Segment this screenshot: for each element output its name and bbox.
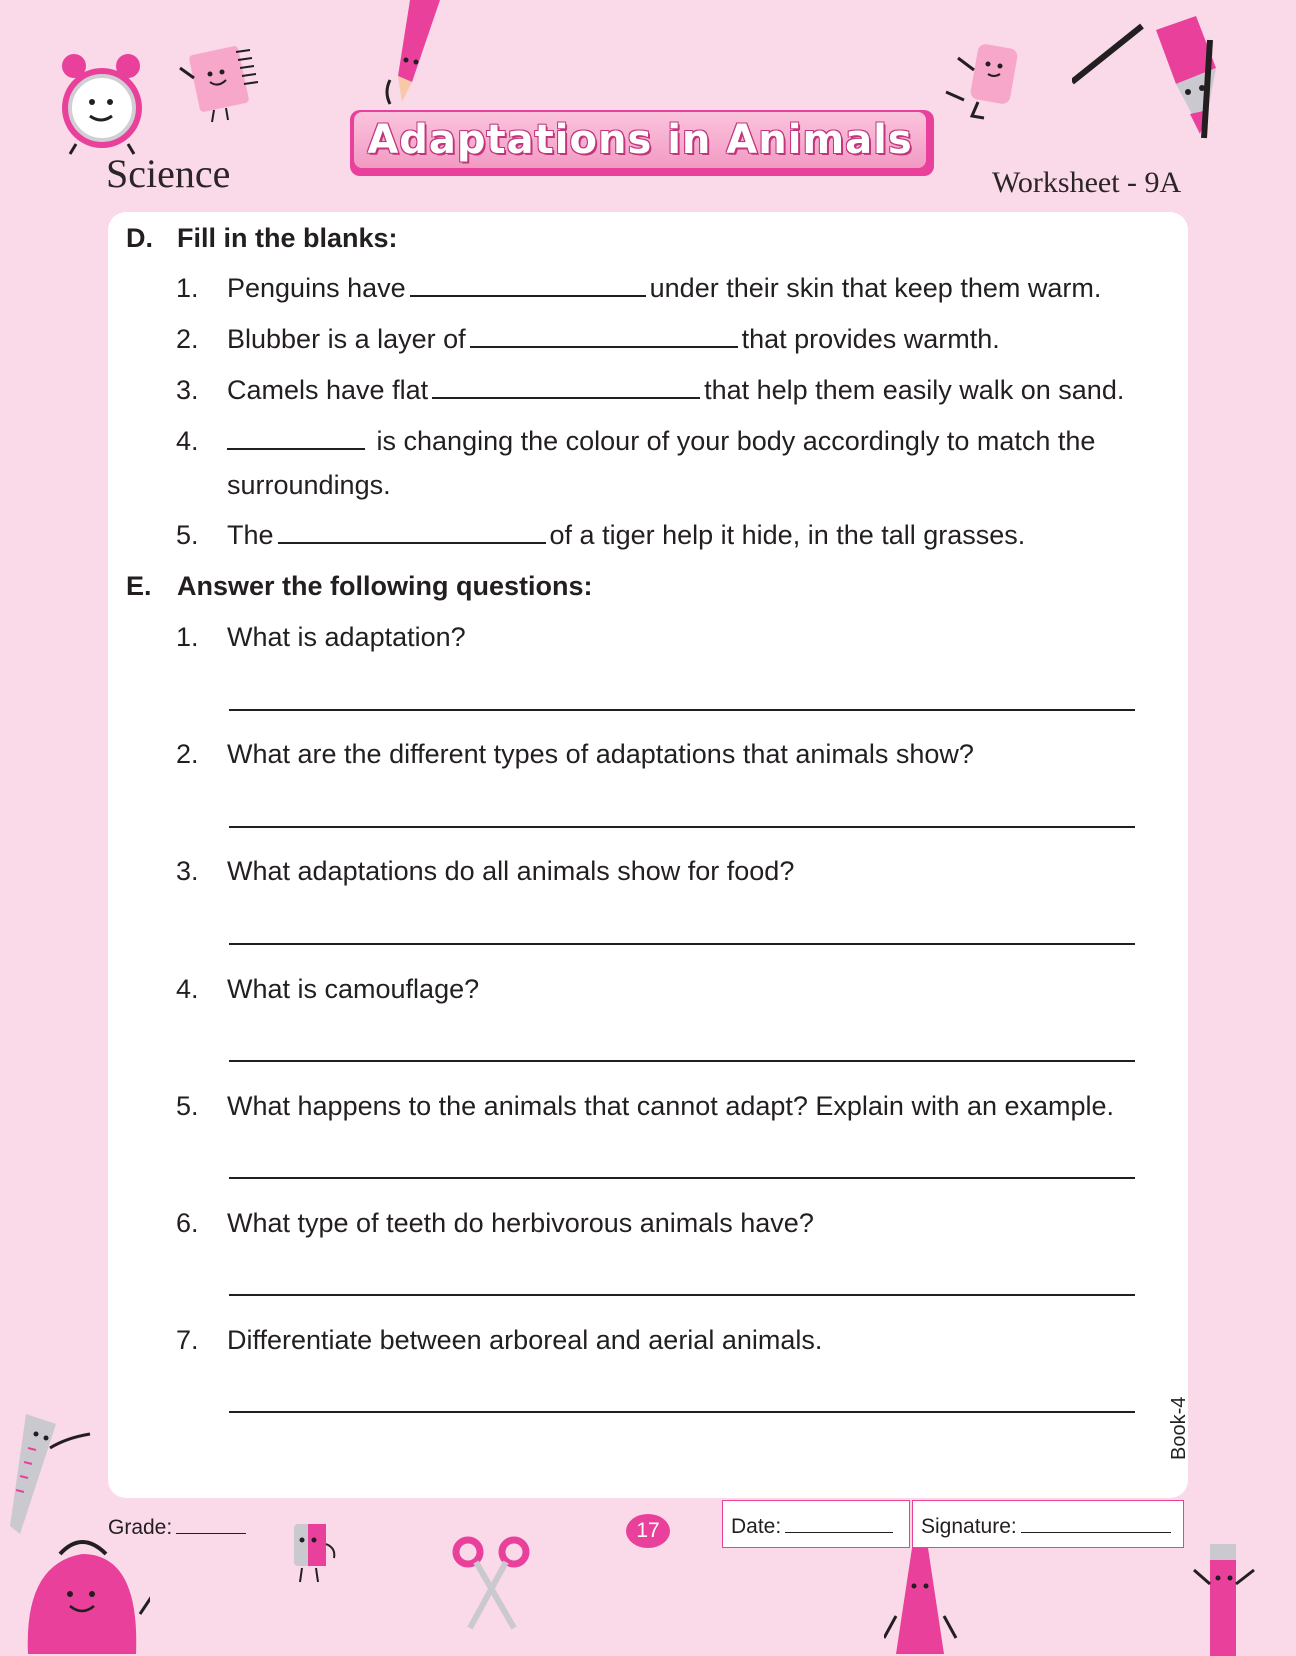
fill-item-number: 5. [176,520,199,550]
book-label: Book-4 [1168,1396,1190,1460]
fill-item-number: 4. [176,426,199,456]
fill-item [227,426,1095,457]
signature-blank[interactable] [1021,1516,1171,1533]
backpack-icon [20,1524,150,1656]
fill-item [227,273,1101,304]
fill-item-text: Camels have flat [227,375,429,405]
date-blank[interactable] [785,1516,893,1533]
fill-item [227,375,1124,406]
answer-line[interactable] [229,1294,1135,1296]
fill-item-text: The [227,520,274,550]
notepad-icon [178,44,262,124]
pencil-sharpener-icon [284,1520,344,1590]
fill-item-text: of a tiger help it hide, in the tall grasses. [549,520,1026,550]
crayon-icon [884,1546,964,1656]
fill-item-continuation: surroundings. [227,470,391,500]
grade-blank[interactable] [176,1517,246,1534]
fill-item-text: Blubber is a layer of [227,324,466,354]
section-d-letter: D. [126,223,153,253]
page-title: Adaptations in Animals [367,117,913,163]
signature-label: Signature: [921,1515,1017,1538]
blank-line[interactable] [278,520,546,544]
blank-line[interactable] [470,324,738,348]
question-text: What is camouflage? [227,974,480,1004]
pencil-icon [380,0,450,110]
question-text: Differentiate between arboreal and aerial animals. [227,1325,823,1355]
fill-item-text: Penguins have [227,273,406,303]
fill-item-text: under their skin that keep them warm. [649,273,1102,303]
fill-item-text: is changing the colour of your body accordingly to match the [376,426,1096,456]
fill-item [227,520,1025,551]
grade-field [108,1516,250,1540]
pencil-icon [1190,1534,1260,1656]
answer-line[interactable] [229,1411,1135,1413]
question-number: 5. [176,1091,199,1121]
blank-line[interactable] [410,273,646,297]
fill-item [227,324,1000,355]
subject-label: Science [106,151,231,196]
section-e-title: Answer the following questions: [177,571,593,601]
title-banner-inner [354,112,926,168]
question-number: 1. [176,622,199,652]
fill-item-text: that help them easily walk on sand. [704,375,1125,405]
question-text: What type of teeth do herbivorous animals have? [227,1208,814,1238]
blank-line[interactable] [432,375,700,399]
fill-item-text: that provides warmth. [741,324,1000,354]
date-label: Date: [731,1515,782,1538]
signature-field [921,1515,1175,1539]
question-number: 2. [176,739,199,769]
section-e-letter: E. [126,571,152,601]
pencil-sharpener-icon [1072,10,1232,140]
blank-line[interactable] [227,426,365,450]
date-box [722,1500,910,1548]
answer-line[interactable] [229,1177,1135,1179]
eraser-icon [944,40,1030,120]
title-banner [350,110,934,176]
alarm-clock-icon [56,44,156,156]
answer-line[interactable] [229,1060,1135,1062]
answer-line[interactable] [229,709,1135,711]
fill-item-number: 3. [176,375,199,405]
question-number: 3. [176,856,199,886]
answer-line[interactable] [229,826,1135,828]
section-d-title: Fill in the blanks: [177,223,398,253]
page-number-badge: 17 [626,1514,670,1548]
question-number: 4. [176,974,199,1004]
question-text: What happens to the animals that cannot adapt? Explain with an example. [227,1091,1115,1121]
question-text: What are the different types of adaptations that animals show? [227,739,974,769]
fill-item-number: 1. [176,273,199,303]
signature-box [912,1500,1184,1548]
fill-item-number: 2. [176,324,199,354]
answer-line[interactable] [229,943,1135,945]
scissors-icon [452,1534,532,1634]
question-text: What adaptations do all animals show for food? [227,856,795,886]
question-number: 6. [176,1208,199,1238]
date-field [731,1515,897,1539]
question-number: 7. [176,1325,199,1355]
grade-label: Grade: [108,1516,173,1539]
worksheet-id: Worksheet - 9A [992,166,1182,199]
ruler-icon [6,1408,96,1538]
question-text: What is adaptation? [227,622,466,652]
